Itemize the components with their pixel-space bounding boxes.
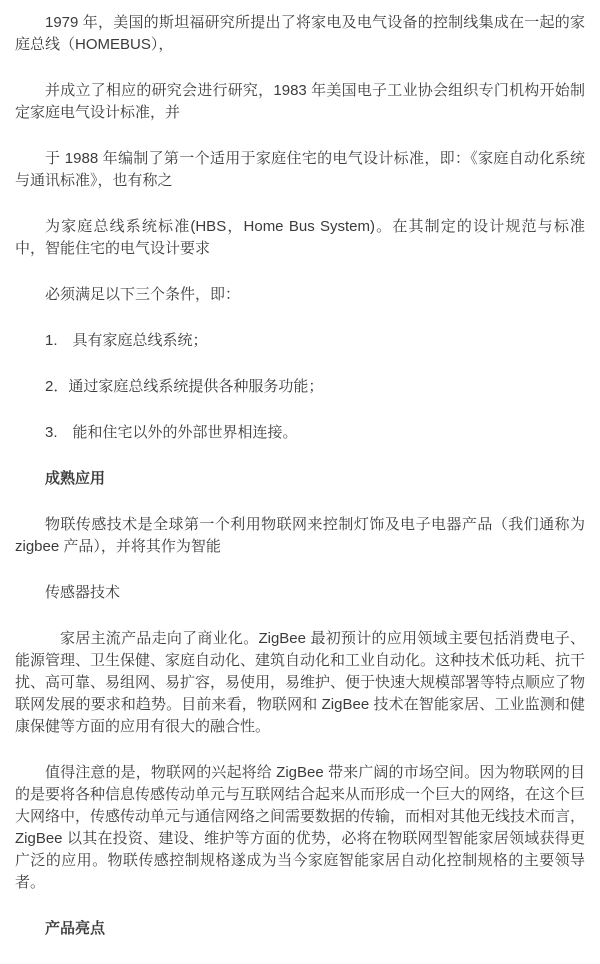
- latin-text: zigbee: [15, 538, 64, 555]
- latin-text: ZigBee: [317, 696, 374, 713]
- latin-text: 1988: [60, 150, 103, 167]
- section-heading: 成熟应用: [45, 471, 106, 487]
- numbered-item: 2．通过家庭总线系统提供各种服务功能；: [45, 378, 324, 395]
- paragraph: 为家庭总线系统标准(HBS，Home Bus System)。在其制定的设计规范与标准中，智能住宅的电气设计要求: [15, 218, 585, 257]
- latin-text: (HBS: [190, 218, 227, 235]
- paragraph: 物联传感技术是全球第一个利用物联网来控制灯饰及电子电器产品（我们通称为 zigbee 产品），并将其作为智能: [15, 517, 585, 555]
- latin-text: 2: [45, 378, 54, 395]
- paragraph: 家居主流产品走向了商业化。ZigBee 最初预计的应用领域主要包括消费电子、能源管理、卫生保健、家庭自动化、建筑自动化和工业自动化。这种技术低功耗、抗干扰、高可靠、易组网、易扩容，易使用，易维护、便于快速大规模部署等特点顺应了物联网发展的要求和趋势。目前来看，物联网和 ZigBee 技术在智能家居、工业监测和健康保健等方面的应用有很大的融合性。: [15, 630, 586, 735]
- paragraph: 1979 年，美国的斯坦福研究所提出了将家电及电气设备的控制线集成在一起的家庭总线（HOMEBUS），: [15, 14, 585, 53]
- latin-text: ZigBee: [15, 830, 67, 847]
- latin-text: Home Bus System): [243, 218, 376, 235]
- latin-text: 1.: [45, 332, 58, 349]
- section-heading: 产品亮点: [45, 921, 106, 937]
- paragraph: 值得注意的是，物联网的兴起将给 ZigBee 带来广阔的市场空间。因为物联网的目的是要将各种信息传感传动单元与互联网结合起来从而形成一个巨大的网络，在这个巨大网络中，传感传动单元与通信网络之间需要数据的传输，而相对其他无线技术而言，ZigBee 以其在投资、建设、维护等方面的优势，必将在物联网型智能家居领域获得更广泛的应用。物联传感控制规格遂成为当今家庭智能家居自动化控制规格的主要领导者。: [15, 764, 586, 891]
- latin-text: 1983: [273, 82, 312, 99]
- latin-text: ZigBee: [258, 630, 311, 647]
- paragraph: 传感器技术: [45, 585, 121, 601]
- latin-text: HOMEBUS: [75, 36, 151, 53]
- latin-text: 3.: [45, 424, 58, 441]
- paragraph: 必须满足以下三个条件，即：: [45, 287, 241, 303]
- latin-text: ZigBee: [271, 764, 328, 781]
- numbered-item: 3. 能和住宅以外的外部世界相连接。: [45, 424, 298, 441]
- paragraph: 并成立了相应的研究会进行研究，1983 年美国电子工业协会组织专门机构开始制定家庭电气设计标准，并: [15, 82, 585, 121]
- latin-text: 1979: [45, 14, 83, 31]
- numbered-item: 1. 具有家庭总线系统；: [45, 332, 208, 349]
- paragraph: 于 1988 年编制了第一个适用于家庭住宅的电气设计标准，即：《家庭自动化系统与通讯标准》，也有称之: [15, 150, 585, 189]
